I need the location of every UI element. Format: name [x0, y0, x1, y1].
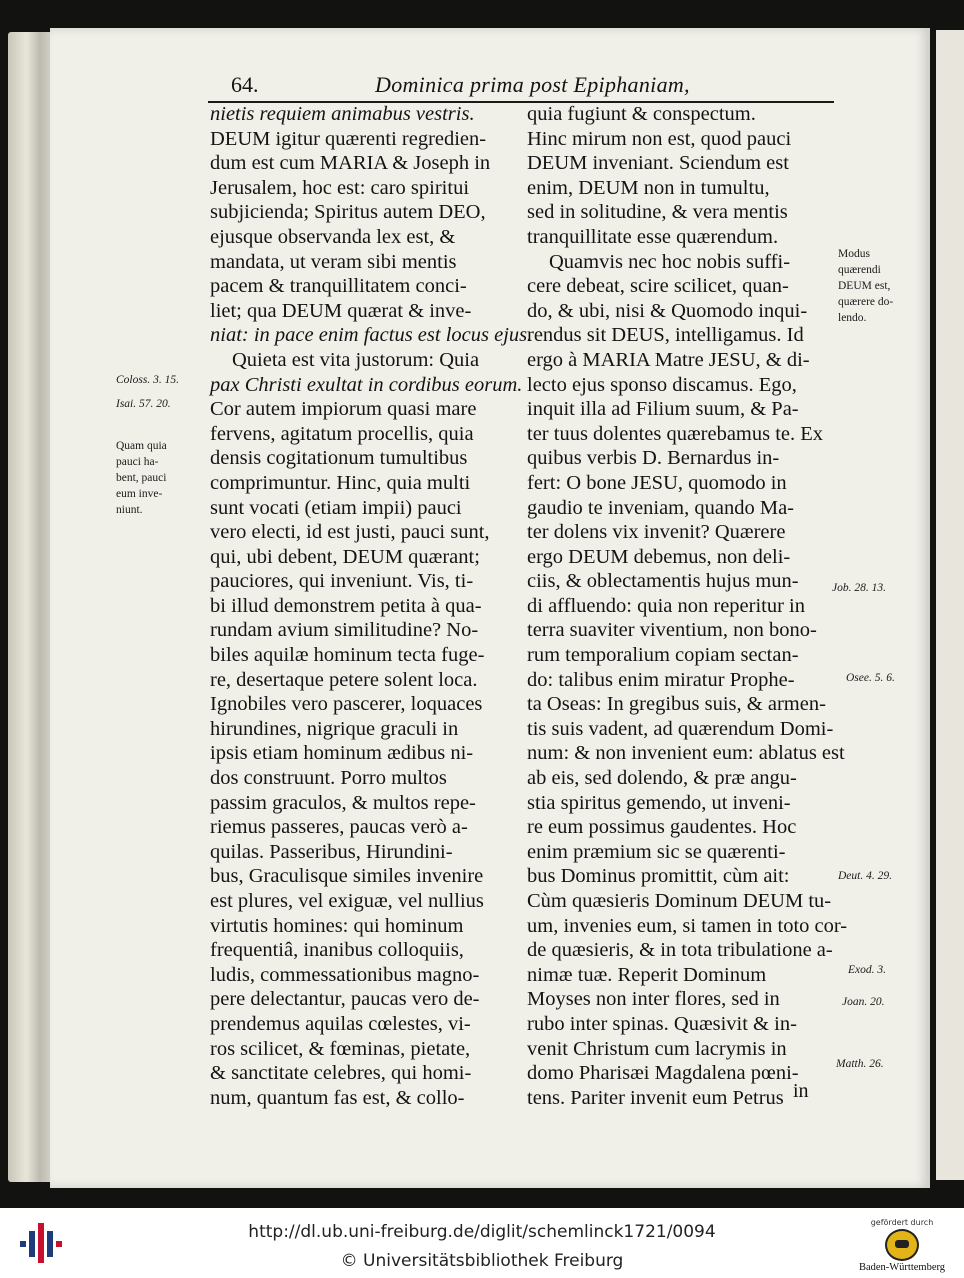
text-line: bus, Graculisque similes invenire — [210, 865, 484, 888]
text-line: mandata, ut veram sibi mentis — [210, 250, 457, 273]
text-line: venit Christum cum lacrymis in — [527, 1037, 787, 1060]
text-line: dos construunt. Porro multos — [210, 767, 447, 790]
text-line: rubo inter spinas. Quæsivit & in- — [527, 1012, 797, 1035]
text-line: DEUM igitur quærenti regredien- — [210, 127, 487, 150]
text-line: ter tuus dolentes quærebamus te. Ex — [527, 422, 824, 445]
margin-ref-isai: Isai. 57. 20. — [116, 398, 171, 410]
text-line: quia fugiunt & conspectum. — [527, 103, 756, 125]
text-line: ergo à MARIA Matre JESU, & di- — [527, 348, 810, 371]
text-line: riemus passeres, paucas verò a- — [210, 816, 468, 839]
text-line: enim præmium sic se quærenti- — [527, 840, 786, 863]
facing-page-edge — [936, 30, 964, 1180]
text-line: rundam avium similitudine? No- — [210, 619, 479, 642]
text-line: vero electi, id est justi, pauci sunt, — [210, 521, 490, 544]
text-line: rum temporalium copiam sectan- — [527, 644, 799, 667]
text-line: de quæsieris, & in tota tribulatione a- — [527, 939, 833, 962]
margin-ref-matth: Matth. 26. — [836, 1058, 884, 1070]
text-line: DEUM inveniant. Sciendum est — [527, 152, 789, 175]
text-line: Ignobiles vero pascerer, loquaces — [210, 693, 483, 716]
catchword: in — [793, 1080, 809, 1102]
text-line: ipsis etiam hominum ædibus ni- — [210, 742, 474, 765]
margin-note-line: DEUM est, — [838, 280, 891, 292]
text-line: & sanctitate celebres, qui homi- — [210, 1062, 472, 1085]
text-line: re, desertaque petere solent loca. — [210, 668, 478, 691]
right-text-column — [527, 102, 848, 1110]
sponsor-badge — [846, 1214, 958, 1276]
text-line: pax Christi exultat in cordibus eorum. — [210, 373, 523, 396]
text-line: subjicienda; Spiritus autem DEO, — [210, 201, 486, 224]
margin-ref-exod: Exod. 3. — [848, 964, 887, 976]
text-line: ta Oseas: In gregibus suis, & armen- — [527, 693, 826, 716]
text-line: lecto ejus sponso discamus. Ego, — [527, 373, 797, 396]
text-line: nimæ tuæ. Reperit Dominum — [527, 963, 767, 986]
text-line: bus Dominus promittit, cùm ait: — [527, 865, 790, 888]
text-line: stia spiritus gemendo, ut inveni- — [527, 791, 791, 814]
margin-ref-joan: Joan. 20. — [842, 996, 885, 1008]
text-line: virtutis homines: qui hominum — [210, 914, 464, 937]
text-line: qui, ubi debent, DEUM quærant; — [210, 545, 480, 568]
margin-note-modus — [838, 246, 893, 326]
text-line: num: & non invenient eum: ablatus est — [527, 742, 845, 765]
text-line: Quieta est vita justorum: Quia — [232, 348, 480, 371]
text-line: ergo DEUM debemus, non deli- — [527, 545, 791, 568]
text-line: pere delectantur, paucas vero de- — [210, 988, 480, 1011]
text-line: sunt vocati (etiam impii) pauci — [210, 496, 462, 519]
margin-note-quam-quia — [116, 438, 167, 518]
margin-note-line: niunt. — [116, 504, 143, 516]
sponsor-name: Baden-Württemberg — [858, 1262, 946, 1273]
text-line: re eum possimus gaudentes. Hoc — [527, 816, 797, 839]
text-line: Moyses non inter flores, sed in — [527, 988, 780, 1011]
text-line: hirundines, nigrique graculi in — [210, 717, 459, 740]
text-line: Quamvis nec hoc nobis suffi- — [549, 250, 791, 273]
margin-note-line: lendo. — [838, 312, 867, 324]
text-line: passim graculos, & multos repe- — [210, 791, 476, 814]
margin-note-line: eum inve- — [116, 488, 163, 500]
left-text-column — [210, 102, 533, 1110]
text-line: est plures, vel exiguæ, vel nullius — [210, 890, 484, 912]
text-line: do, & ubi, nisi & Quomodo inqui- — [527, 299, 808, 322]
text-line: pacem & tranquillitatem conci- — [210, 275, 467, 298]
text-line: Jerusalem, hoc est: caro spiritui — [210, 176, 470, 199]
text-line: pauciores, qui inveniunt. Vis, ti- — [210, 570, 474, 593]
text-line: comprimuntur. Hinc, quia multi — [210, 471, 471, 494]
text-line: quibus verbis D. Bernardus in- — [527, 447, 780, 470]
text-line: domo Pharisæi Magdalena pœni- — [527, 1062, 799, 1085]
text-line: gaudio te inveniam, quando Ma- — [527, 496, 795, 519]
sponsor-label: gefördert durch — [870, 1218, 934, 1227]
text-line: um, invenies eum, si tamen in toto cor- — [527, 914, 848, 937]
text-line: bi illud demonstrem petita à qua- — [210, 594, 482, 617]
footer-bar — [0, 1208, 964, 1278]
margin-note-line: pauci ha- — [116, 456, 159, 468]
text-line: inquit illa ad Filium suum, & Pa- — [527, 398, 799, 421]
text-line: densis cogitationum tumultibus — [210, 447, 468, 470]
copyright-text: © Universitätsbibliothek Freiburg — [340, 1251, 624, 1271]
text-line: enim, DEUM non in tumultu, — [527, 176, 770, 199]
text-line: ab eis, sed dolendo, & præ angu- — [527, 767, 797, 790]
page-number: 64. — [231, 72, 259, 97]
margin-ref-osee: Osee. 5. 6. — [846, 672, 895, 684]
margin-note-line: Quam quia — [116, 440, 167, 452]
book-page-edges — [8, 32, 54, 1182]
text-line: ciis, & oblectamentis hujus mun- — [527, 570, 799, 593]
margin-ref-coloss: Coloss. 3. 15. — [116, 374, 179, 386]
text-line: prendemus aquilas cœlestes, vi- — [210, 1012, 471, 1035]
margin-note-line: quærere do- — [838, 296, 894, 308]
text-line: dum est cum MARIA & Joseph in — [210, 152, 491, 175]
margin-ref-deut: Deut. 4. 29. — [838, 870, 892, 882]
text-line: do: talibus enim miratur Prophe- — [527, 668, 795, 691]
text-line: niat: in pace enim factus est locus ejus. — [210, 324, 533, 347]
text-line: Cùm quæsieris Dominum DEUM tu- — [527, 890, 832, 912]
text-line: ludis, commessationibus magno- — [210, 963, 480, 986]
text-line: biles aquilæ hominum tecta fuge- — [210, 644, 485, 667]
text-line: fert: O bone JESU, quomodo in — [527, 471, 787, 494]
text-line: terra suaviter viventium, non bono- — [527, 619, 817, 642]
text-line: cere debeat, scire scilicet, quan- — [527, 275, 789, 298]
text-line: ter dolens vix invenit? Quærere — [527, 521, 786, 544]
permalink-url[interactable]: http://dl.ub.uni-freiburg.de/diglit/schemlinck1721/0094 — [248, 1222, 716, 1242]
margin-note-line: quærendi — [838, 264, 881, 276]
text-line: ejusque observanda lex est, & — [210, 225, 456, 248]
text-line: fervens, agitatum procellis, quia — [210, 422, 474, 445]
text-line: rendus sit DEUS, intelligamus. Id — [527, 324, 804, 347]
page-header — [225, 72, 865, 102]
text-line: sed in solitudine, & vera mentis — [527, 201, 788, 224]
text-line: tis suis vadent, ad quærendum Domi- — [527, 717, 834, 740]
state-crest-icon — [885, 1229, 919, 1261]
text-line: di affluendo: quia non reperitur in — [527, 594, 806, 617]
margin-note-line: bent, pauci — [116, 472, 167, 484]
text-line: tranquillitate esse quærendum. — [527, 225, 779, 248]
text-line: quilas. Passeribus, Hirundini- — [210, 840, 453, 863]
running-title: Dominica prima post Epiphaniam, — [375, 72, 690, 97]
text-line: frequentiâ, inanibus colloquiis, — [210, 939, 464, 962]
text-line: ros scilicet, & fœminas, pietate, — [210, 1037, 471, 1060]
margin-note-line: Modus — [838, 248, 870, 260]
margin-ref-job: Job. 28. 13. — [832, 582, 886, 594]
text-line: nietis requiem animabus vestris. — [210, 103, 475, 125]
text-line: Hinc mirum non est, quod pauci — [527, 127, 792, 150]
text-line: Cor autem impiorum quasi mare — [210, 398, 477, 421]
text-line: liet; qua DEUM quærat & inve- — [210, 299, 472, 322]
text-line: num, quantum fas est, & collo- — [210, 1086, 465, 1109]
text-line: tens. Pariter invenit eum Petrus — [527, 1086, 784, 1109]
